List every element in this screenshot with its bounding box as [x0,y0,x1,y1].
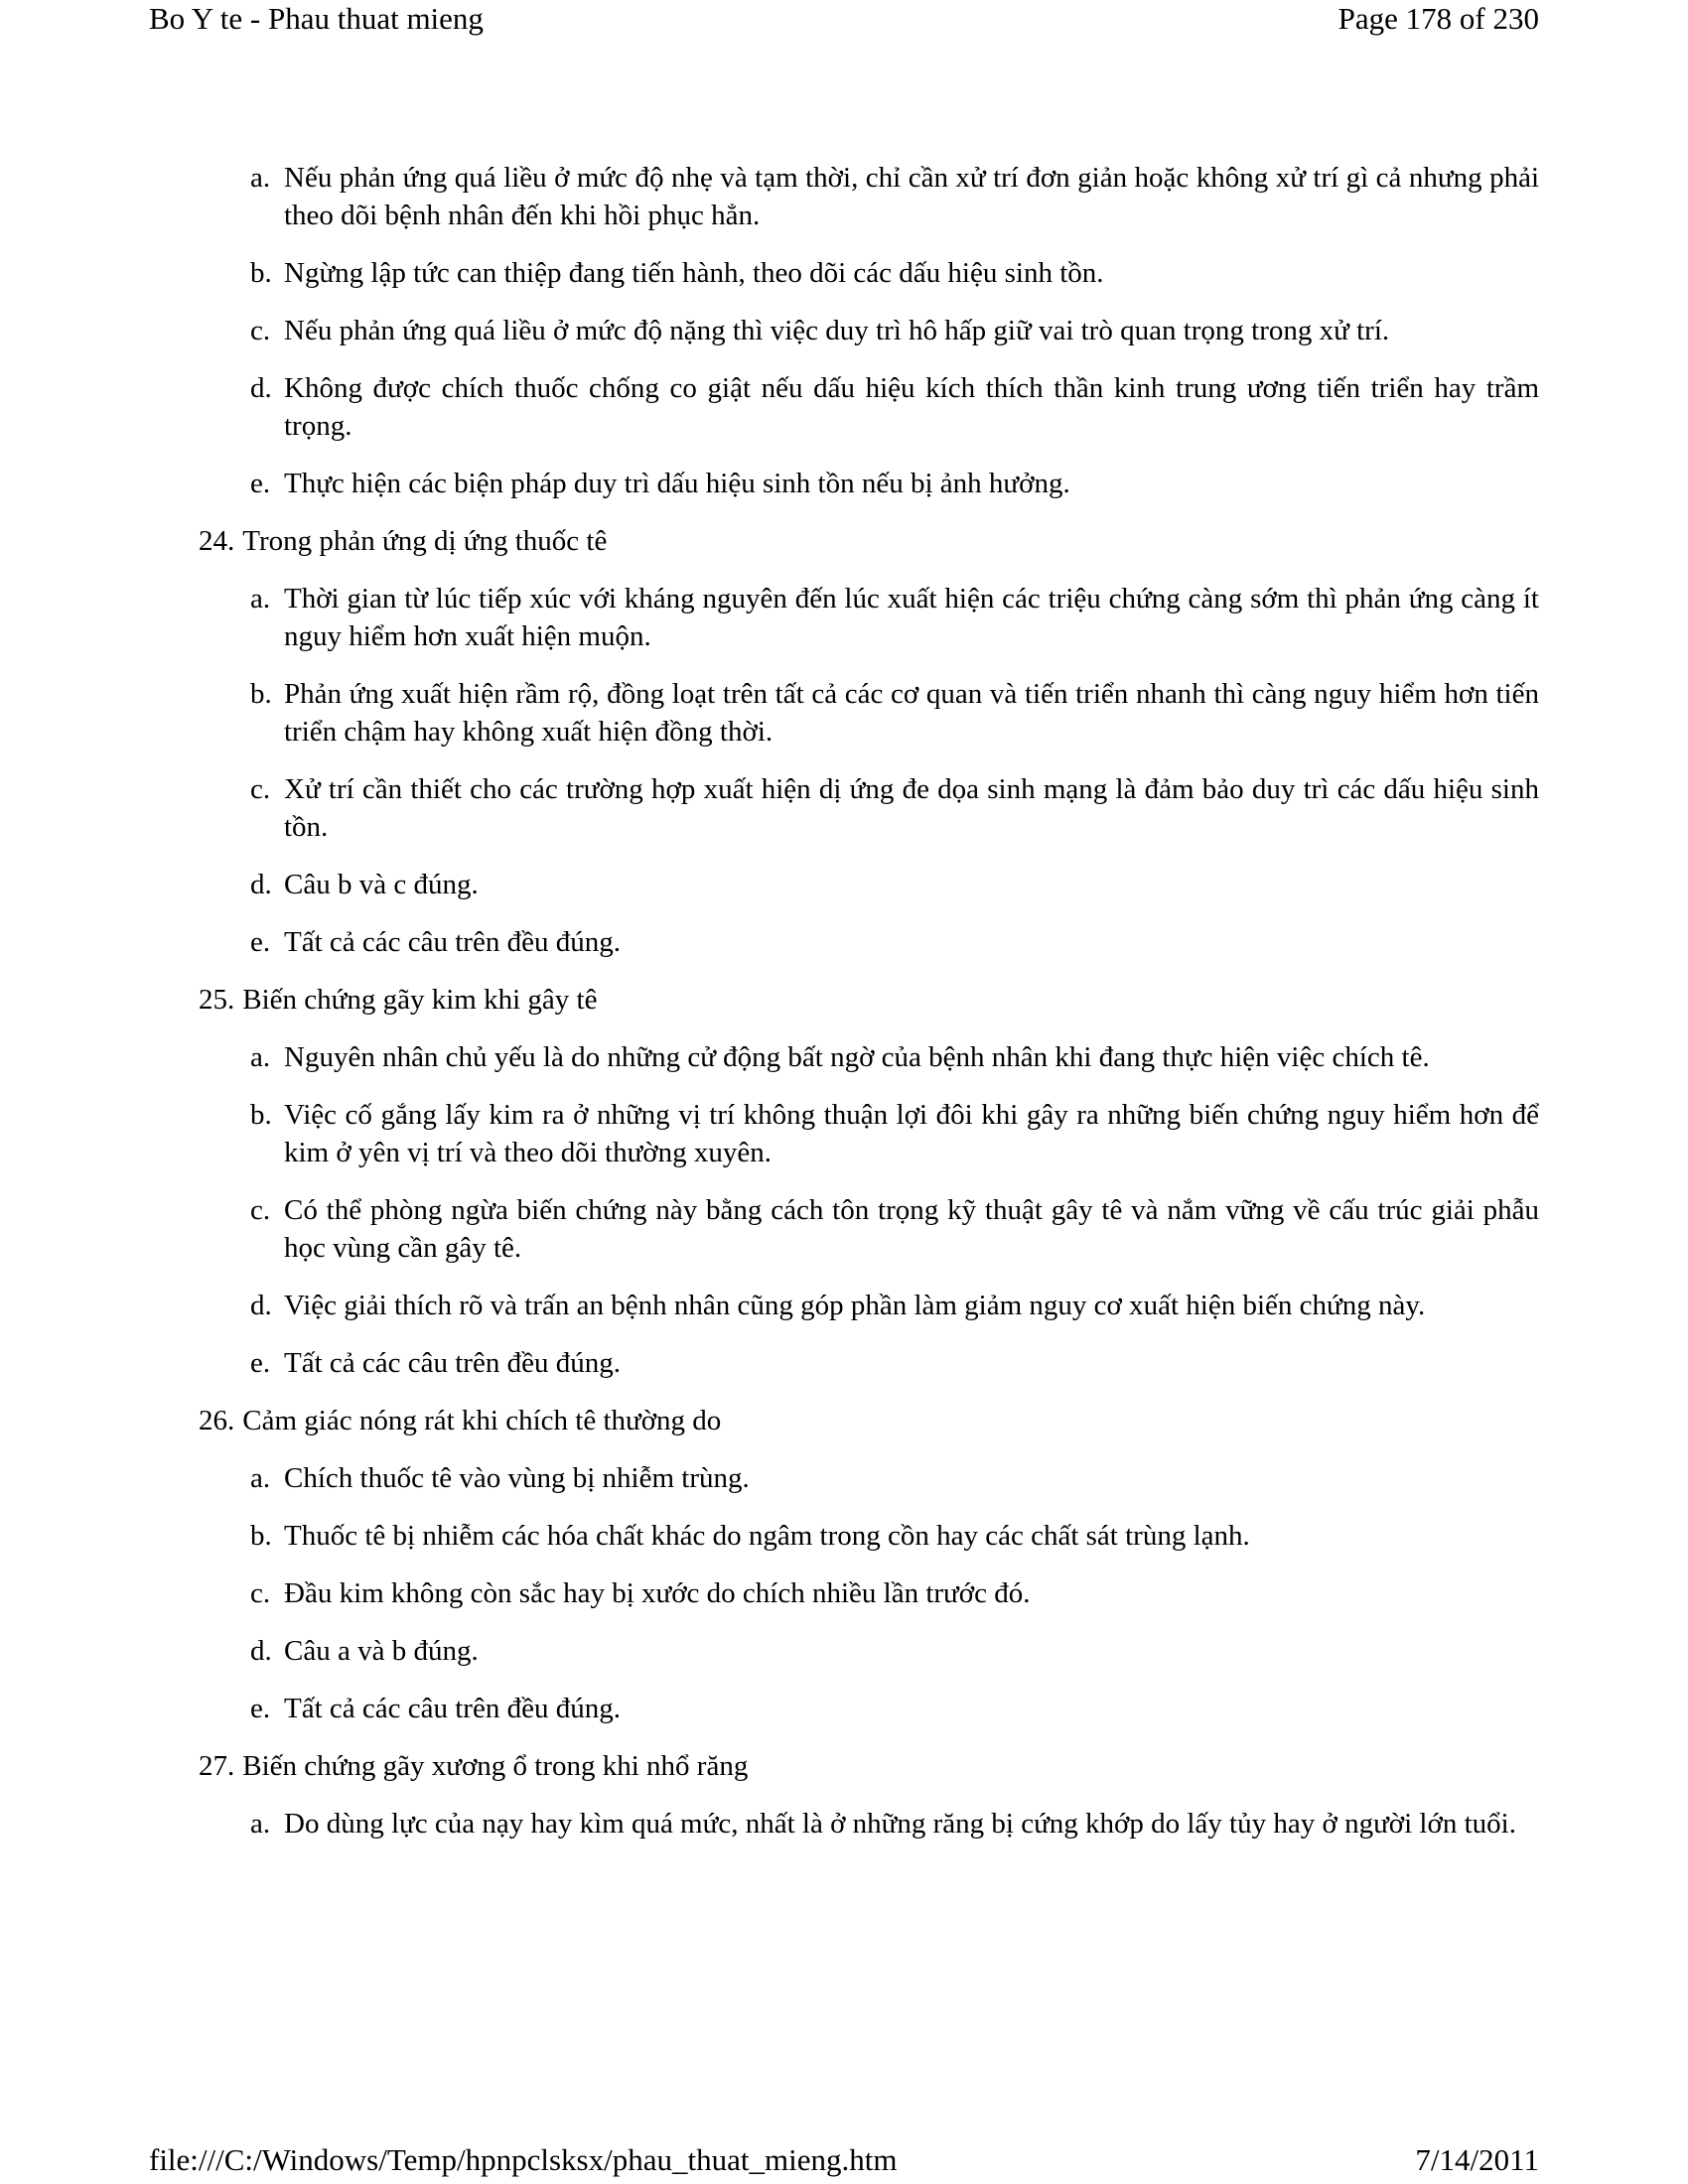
option-item: d. Không được chích thuốc chống co giật nếu dấu hiệu kích thích thần kinh trung ương tiến triển hay trầm trọng. [250,372,1539,442]
question-24 [199,522,1539,961]
option-item: c. Có thể phòng ngừa biến chứng này bằng cách tôn trọng kỹ thuật gây tê và nắm vững về cấu trúc giải phẫu học vùng cần gây tê. [250,1194,1539,1264]
page-header [149,0,1539,40]
page-footer [149,2140,1539,2184]
question-stem: 24. Trong phản ứng dị ứng thuốc tê [199,525,608,557]
question-stem: 27. Biến chứng gãy xương ổ trong khi nhổ răng [199,1750,749,1782]
option-item: e. Tất cả các câu trên đều đúng. [250,1347,621,1379]
document-body [199,159,1539,1862]
option-item: a. Nếu phản ứng quá liều ở mức độ nhẹ và tạm thời, chỉ cần xử trí đơn giản hoặc không xử trí gì cả nhưng phải theo dõi bệnh nhân đến khi hồi phục hẳn. [250,162,1539,231]
question-26 [199,1402,1539,1727]
question-stem: 26. Cảm giác nóng rát khi chích tê thường do [199,1405,722,1436]
option-item: c. Nếu phản ứng quá liều ở mức độ nặng thì việc duy trì hô hấp giữ vai trò quan trọng trong xử trí. [250,315,1390,346]
option-item: e. Tất cả các câu trên đều đúng. [250,926,621,958]
option-item: b. Thuốc tê bị nhiễm các hóa chất khác do ngâm trong cồn hay các chất sát trùng lạnh. [250,1520,1250,1552]
file-path: file:///C:/Windows/Temp/hpnpclsksx/phau_thuat_mieng.htm [149,2142,898,2177]
document-title: Bo Y te - Phau thuat mieng [149,1,484,36]
question-27 [199,1747,1539,1843]
option-item: a. Chích thuốc tê vào vùng bị nhiễm trùng. [250,1462,750,1494]
print-date: 7/14/2011 [1415,2142,1539,2177]
option-item: c. Xử trí cần thiết cho các trường hợp xuất hiện dị ứng đe dọa sinh mạng là đảm bảo duy trì các dấu hiệu sinh tồn. [250,773,1539,843]
continued-options [199,159,1539,502]
option-item: a. Thời gian từ lúc tiếp xúc với kháng nguyên đến lúc xuất hiện các triệu chứng càng sớm thì phản ứng càng ít nguy hiểm hơn xuất hiện muộn. [250,583,1539,652]
question-stem: 25. Biến chứng gãy kim khi gây tê [199,984,598,1016]
question-25 [199,981,1539,1382]
option-item: b. Phản ứng xuất hiện rầm rộ, đồng loạt trên tất cả các cơ quan và tiến triển nhanh thì càng nguy hiểm hơn tiến triển chậm hay không xuất hiện đồng thời. [250,678,1539,748]
option-item: d. Việc giải thích rõ và trấn an bệnh nhân cũng góp phần làm giảm nguy cơ xuất hiện biến chứng này. [250,1290,1426,1321]
option-item: b. Ngừng lập tức can thiệp đang tiến hành, theo dõi các dấu hiệu sinh tồn. [250,257,1104,289]
option-item: c. Đầu kim không còn sắc hay bị xước do chích nhiều lần trước đó. [250,1577,1031,1609]
option-item: b. Việc cố gắng lấy kim ra ở những vị trí không thuận lợi đôi khi gây ra những biến chứng nguy hiểm hơn để kim ở yên vị trí và theo dõi thường xuyên. [250,1099,1539,1168]
option-item: a. Do dùng lực của nạy hay kìm quá mức, nhất là ở những răng bị cứng khớp do lấy tủy hay ở người lớn tuổi. [250,1808,1516,1840]
option-item: d. Câu a và b đúng. [250,1635,479,1667]
option-item: a. Nguyên nhân chủ yếu là do những cử động bất ngờ của bệnh nhân khi đang thực hiện việc chích tê. [250,1041,1430,1073]
option-item: e. Tất cả các câu trên đều đúng. [250,1693,621,1724]
page-number: Page 178 of 230 [1337,1,1539,36]
option-item: e. Thực hiện các biện pháp duy trì dấu hiệu sinh tồn nếu bị ảnh hưởng. [250,468,1070,499]
option-item: d. Câu b và c đúng. [250,869,479,900]
